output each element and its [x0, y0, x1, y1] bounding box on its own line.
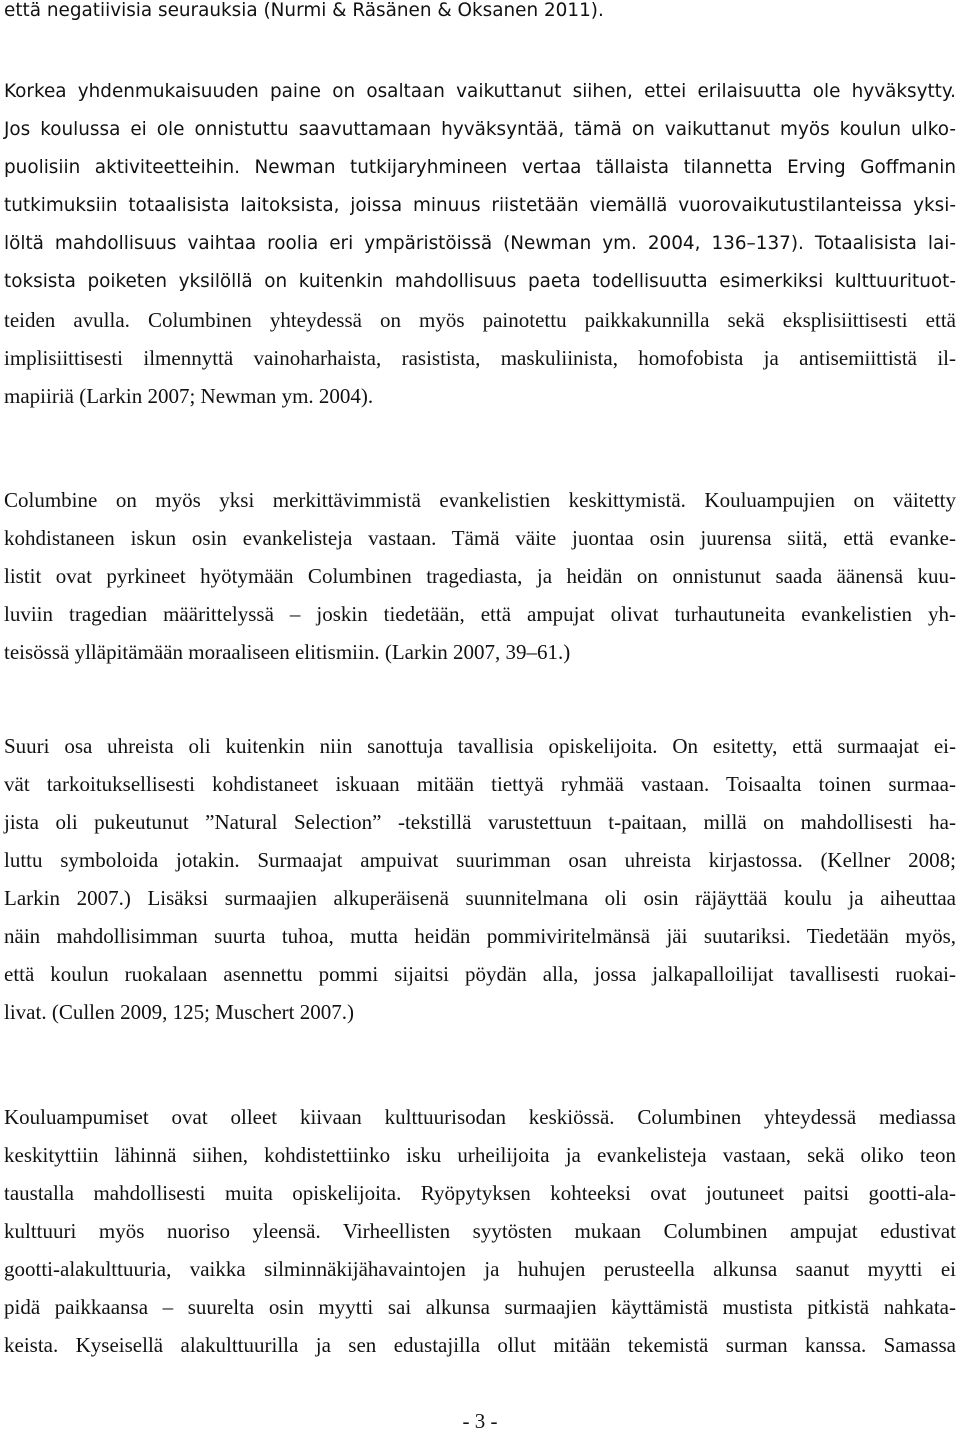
- paragraph-continuation: [4, 0, 956, 30]
- text-line: livat. (Cullen 2009, 125; Muschert 2007.): [4, 1000, 354, 1024]
- text-line: näin mahdollisimman suurta tuhoa, mutta heidän pommiviritelmänsä jäi suutariksi. Tiedetään myös,: [4, 924, 956, 948]
- text-line: taustalla mahdollisesti muita opiskelijoita. Ryöpytyksen kohteeksi ovat joutuneet paitsi gootti-ala-: [4, 1181, 956, 1205]
- paragraph-culture-war: [4, 1098, 956, 1364]
- text-line: Columbine on myös yksi merkittävimmistä evankelistien keskittymistä. Kouluampujien on väitetty: [4, 488, 956, 512]
- text-line: Korkea yhdenmukaisuuden paine on osaltaan vaikuttanut siihen, ettei erilaisuutta ole hyväksytty.: [4, 81, 956, 102]
- text-line: Suuri osa uhreista oli kuitenkin niin sanottuja tavallisia opiskelijoita. On esitetty, että surmaajat ei-: [4, 734, 956, 758]
- text-line: että koulun ruokalaan asennettu pommi sijaitsi pöydän alla, jossa jalkapalloilijat tavallisesti ruokai-: [4, 962, 956, 986]
- text-line: Larkin 2007.) Lisäksi surmaajien alkuperäisenä suunnitelmana oli osin räjäyttää koulu ja aiheuttaa: [4, 886, 956, 910]
- text-line: Kouluampumiset ovat olleet kiivaan kulttuurisodan keskiössä. Columbinen yhteydessä mediassa: [4, 1105, 956, 1129]
- text-line: vät tarkoituksellisesti kohdistaneet iskuaan mitään tiettyä ryhmää vastaan. Toisaalta toinen surmaa-: [4, 772, 956, 796]
- text-line: että negatiivisia seurauksia (Nurmi & Räsänen & Oksanen 2011).: [4, 0, 604, 21]
- text-line: kulttuuri myös nuoriso yleensä. Virheellisten syytösten mukaan Columbinen ampujat edustivat: [4, 1219, 956, 1243]
- text-line: kohdistaneen iskun osin evankelisteja vastaan. Tämä väite juontaa osin juurensa siitä, että evanke-: [4, 526, 956, 550]
- text-line: toksista poiketen yksilöllä on kuitenkin mahdollisuus paeta todellisuutta esimerkiksi kulttuurituot-: [4, 271, 956, 292]
- text-line: mapiiriä (Larkin 2007; Newman ym. 2004).: [4, 384, 374, 408]
- text-line: luviin tragedian määrittelyssä – joskin tiedetään, että ampujat olivat turhautuneita evankelistien yh-: [4, 602, 956, 626]
- text-line: teiden avulla. Columbinen yhteydessä on myös painotettu paikkakunnilla sekä eksplisiittisesti että: [4, 308, 956, 332]
- text-line: pidä paikkaansa – suurelta osin myytti sai alkunsa surmaajien käyttämistä mustista pitkistä nahkata-: [4, 1295, 956, 1319]
- paragraph-goffman: [4, 73, 956, 415]
- paragraph-evangelists: [4, 481, 956, 671]
- text-line: gootti-alakulttuuria, vaikka silminnäkijähavaintojen ja huhujen perusteella alkunsa saanut myytti ei: [4, 1257, 956, 1281]
- text-line: implisiittisesti ilmennyttä vainoharhaista, rasistista, maskuliinista, homofobista ja antisemiittistä il-: [4, 346, 956, 370]
- text-line: jista oli pukeutunut ”Natural Selection” -tekstillä varustettuun t-paitaan, millä on mahdollisesti ha-: [4, 810, 956, 834]
- text-line: listit ovat pyrkineet hyötymään Columbinen tragediasta, ja heidän on onnistunut saada äänensä kuu-: [4, 564, 956, 588]
- text-line: puolisiin aktiviteetteihin. Newman tutkijaryhmineen vertaa tällaista tilannetta Erving Goffmanin: [4, 157, 956, 178]
- paragraph-victims: [4, 727, 956, 1031]
- text-line: luttu symboloida jotakin. Surmaajat ampuivat suurimman osan uhreista kirjastossa. (Kellner 2008;: [4, 848, 956, 872]
- text-line: keista. Kyseisellä alakulttuurilla ja sen edustajilla ollut mitään tekemistä surman kanssa. Samassa: [4, 1333, 956, 1357]
- text-line: Jos koulussa ei ole onnistuttu saavuttamaan hyväksyntää, tämä on vaikuttanut myös koulun ulko-: [4, 119, 956, 140]
- text-line: löltä mahdollisuus vaihtaa roolia eri ympäristöissä (Newman ym. 2004, 136–137). Totaalisista lai-: [4, 233, 956, 254]
- text-line: keskityttiin lähinnä siihen, kohdistettiinko isku urheilijoita ja evankelisteja vastaan, sekä oliko teon: [4, 1143, 956, 1167]
- text-line: teisössä ylläpitämään moraaliseen elitismiin. (Larkin 2007, 39–61.): [4, 640, 571, 664]
- text-line: tutkimuksiin totaalisista laitoksista, joissa minuus riistetään viemällä vuorovaikutustilanteissa yksi-: [4, 195, 956, 216]
- page-number: - 3 -: [462, 1409, 498, 1433]
